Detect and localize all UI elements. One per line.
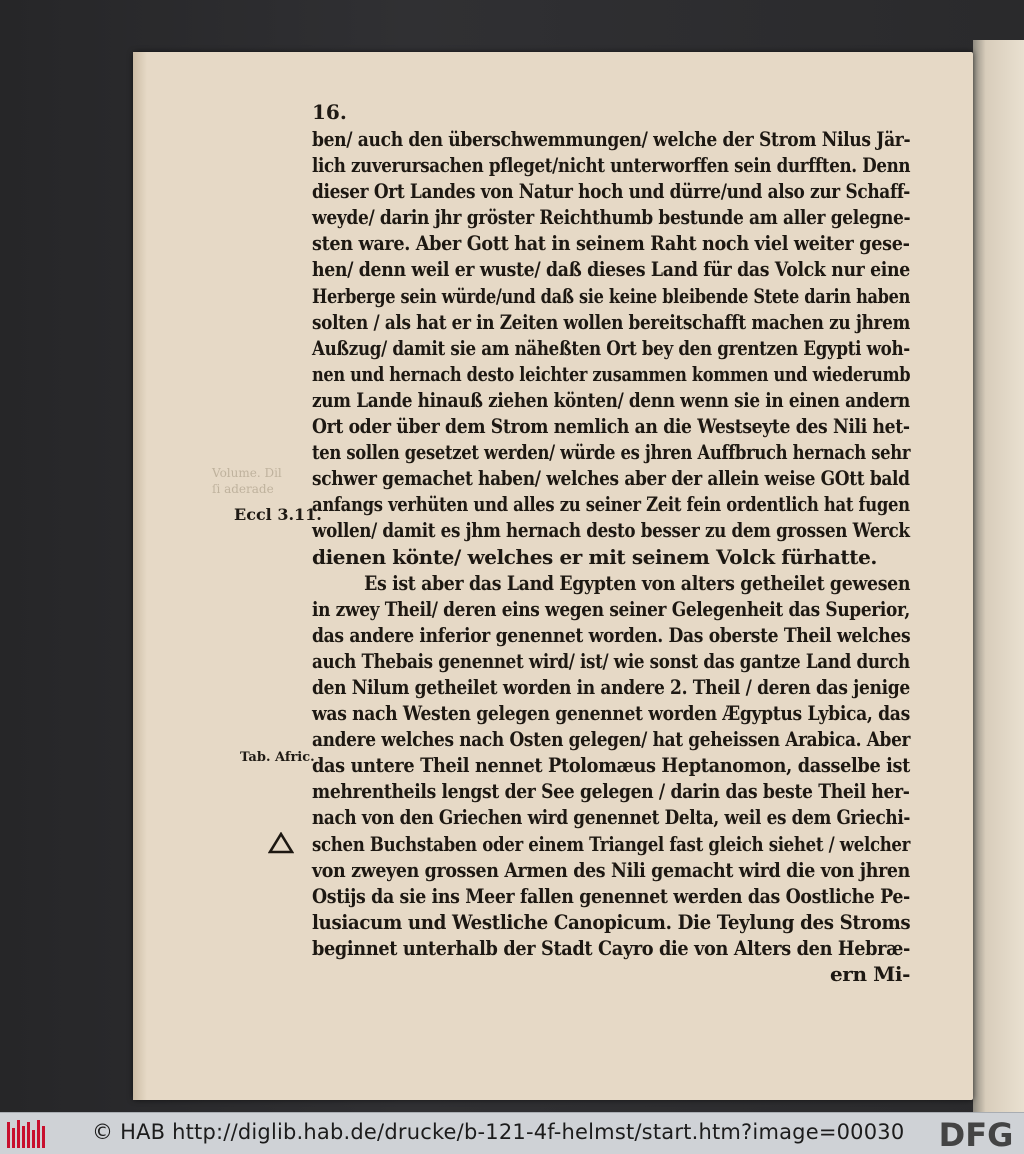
body-text <box>312 126 910 987</box>
text-line: ten sollen gesetzet werden/ würde es jhren Auffbruch hernach sehr <box>312 440 911 465</box>
text-line: Herberge sein würde/und daß sie keine bleibende Stete darin haben <box>312 283 911 308</box>
text-line: Ort oder über dem Strom nemlich an die Westseyte des Nili het- <box>312 414 910 439</box>
hab-logo-icon <box>6 1118 48 1150</box>
viewer-footer <box>0 1112 1024 1154</box>
text-line: in zwey Theil/ deren eins wegen seiner Gelegenheit das Superior, <box>312 596 910 621</box>
marginal-note: Eccl 3.11. <box>234 505 322 524</box>
text-line: das untere Theil nennet Ptolomæus Heptanomon, dasselbe ist <box>312 753 911 778</box>
facing-page-edge <box>973 40 1024 1112</box>
text-line: lusiacum und Westliche Canopicum. Die Teylung des Stroms <box>312 909 911 934</box>
text-line: mehrentheils lengst der See gelegen / darin das beste Theil her- <box>312 779 910 804</box>
text-line: weyde/ darin jhr gröster Reichthumb bestunde am aller gelegne- <box>312 205 911 230</box>
page-number: 16. <box>312 100 347 124</box>
text-line: schwer gemachet haben/ welches aber der allein weise GOtt bald <box>312 466 910 491</box>
text-line: Es ist aber das Land Egypten von alters getheilet gewesen <box>364 570 911 595</box>
text-line: von zweyen grossen Armen des Nili gemacht wird die von jhren <box>312 857 911 882</box>
text-line: wollen/ damit es jhm hernach desto besser zu dem grossen Werck <box>312 518 910 543</box>
text-line: anfangs verhüten und alles zu seiner Zeit fein ordentlich hat fugen <box>312 492 910 517</box>
text-line: lich zuverursachen pfleget/nicht unterworffen sein durfften. Denn <box>312 153 911 178</box>
bleed-through-line: ſi aderade <box>212 482 274 496</box>
marginal-note: Tab. Afric. <box>240 750 315 765</box>
text-line: ben/ auch den überschwemmungen/ welche der Strom Nilus Jär- <box>312 127 911 151</box>
text-line: auch Thebais genennet wird/ ist/ wie sonst das gantze Land durch <box>312 648 910 673</box>
text-line: dieser Ort Landes von Natur hoch und dürre/und also zur Schaff- <box>312 179 910 204</box>
catchword: ern Mi- <box>829 962 910 986</box>
text-line: zum Lande hinauß ziehen könten/ denn wenn sie in einen andern <box>312 387 910 412</box>
text-line: Ostijs da sie ins Meer fallen genennet werden das Oostliche Pe- <box>312 883 910 908</box>
text-line: solten / als hat er in Zeiten wollen bereitschafft machen zu jhrem <box>312 309 910 334</box>
bleed-through-line: Volume. Dil <box>212 466 282 480</box>
text-line: Außzug/ damit sie am näheßten Ort bey den grentzen Egypti woh- <box>312 335 910 360</box>
text-line: hen/ denn weil er wuste/ daß dieses Land für das Volck nur eine <box>312 257 910 282</box>
text-line: das andere inferior genennet worden. Das oberste Theil welches <box>312 622 911 647</box>
text-line: beginnet unterhalb der Stadt Cayro die von Alters den Hebræ- <box>312 935 911 960</box>
triangle-icon <box>268 832 294 854</box>
copyright-link[interactable]: © HAB http://diglib.hab.de/drucke/b-121-4f-helmst/start.htm?image=00030 <box>92 1120 905 1144</box>
bleed-through-text <box>212 465 282 497</box>
text-line: nach von den Griechen wird genennet Delta, weil es dem Griechi- <box>312 805 911 830</box>
text-line: den Nilum getheilet worden in andere 2. Theil / deren das jenige <box>312 674 910 699</box>
text-line: dienen könte/ welches er mit seinem Volck fürhatte. <box>312 544 877 569</box>
dfg-logo-text: DFG <box>938 1117 1014 1151</box>
text-line: andere welches nach Osten gelegen/ hat geheissen Arabica. Aber <box>312 727 911 752</box>
text-line: was nach Westen gelegen genennet worden Ægyptus Lybica, das <box>312 701 910 726</box>
dfg-logo-icon <box>933 1117 1019 1151</box>
text-line: schen Buchstaben oder einem Triangel fast gleich siehet / welcher <box>312 831 911 856</box>
text-line: sten ware. Aber Gott hat in seinem Raht noch viel weiter gese- <box>312 231 910 256</box>
text-line: nen und hernach desto leichter zusammen kommen und wiederumb <box>312 361 911 386</box>
